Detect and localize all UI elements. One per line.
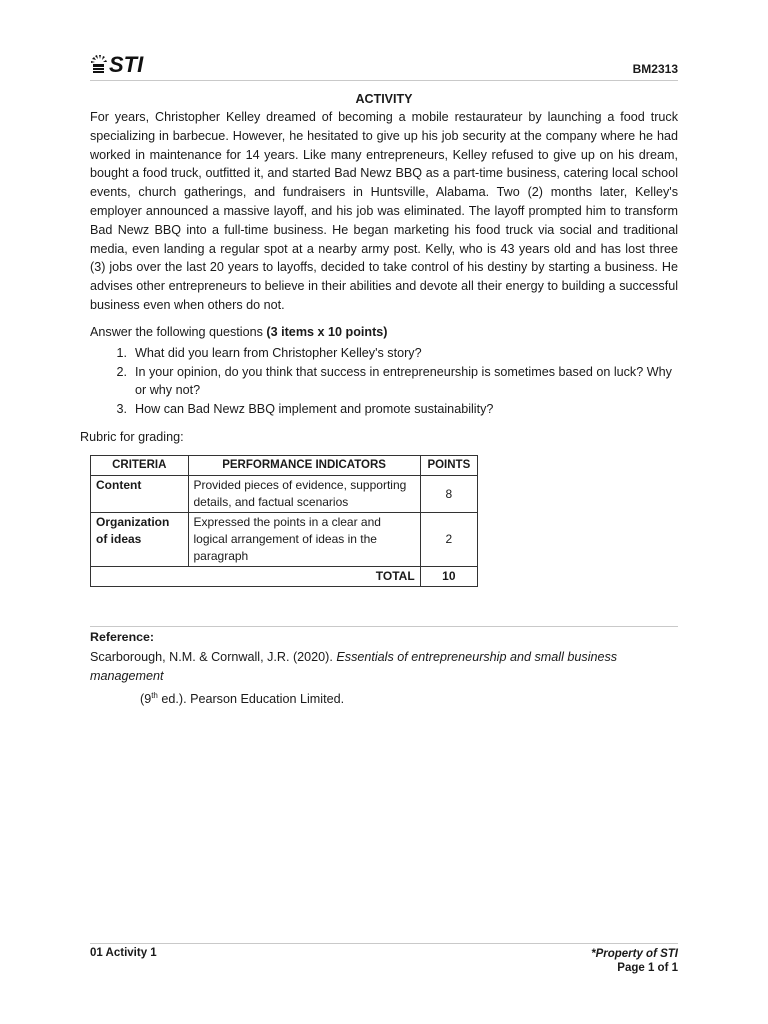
reference-title: Reference: [90, 630, 155, 644]
question-text: How can Bad Newz BBQ implement and promote sustainability? [135, 401, 494, 416]
sti-logo [90, 52, 143, 78]
activity-paragraph: For years, Christopher Kelley dreamed of becoming a mobile restaurateur by launching a food truck specializing in barbecue. However, he hesitated to give up his job security at the company where he had worked in maintenance for 14 years. Like many entrepreneurs, Kelley refused to give up on his dream, bought a food truck, outfitted it, and started Bad Newz BBQ as a part-time business, catering local school events, church gatherings, and fundraisers in Huntsville, Alabama. Two (2) months later, Kelley's employer announced a massive layoff, and his job was eliminated. The layoff prompted him to transform Bad Newz BBQ into a full-time business. He began marketing his food truck via social and traditional media, even landing a regular spot at a nearby army post. Kelly, who is 43 years old and has lost three (3) jobs over the last 20 years to layoffs, decided to take control of his destiny by starting a business. He advises other entrepreneurs to believe in their abilities and devote all their energy to building a successful business even when others do not. [90, 110, 678, 312]
question-item [90, 344, 680, 363]
total-value: 10 [420, 567, 477, 587]
questions-intro [90, 325, 388, 339]
total-label: TOTAL [91, 567, 421, 587]
footer-property: *Property of STI [591, 948, 678, 960]
header-criteria: CRITERIA [91, 456, 189, 476]
rubric-header-row [91, 456, 478, 476]
logo-text: STI [109, 52, 144, 77]
reference-authors: Scarborough, N.M. & Cornwall, J.R. (2020). [90, 650, 337, 664]
rubric-row [91, 513, 478, 567]
header-points: POINTS [420, 456, 477, 476]
question-number: 3. [116, 401, 127, 416]
question-number: 2. [116, 364, 127, 379]
question-item [90, 400, 680, 419]
rubric-label: Rubric for grading: [80, 430, 184, 444]
rubric-indicator: Provided pieces of evidence, supporting details, and factual scenarios [188, 476, 420, 513]
reference-edition-post: ed.). Pearson Education Limited. [157, 692, 345, 707]
question-list [90, 344, 680, 418]
question-text: In your opinion, do you think that success in entrepreneurship is sometimes based on luck? Why or why not? [135, 364, 672, 397]
question-item [90, 363, 680, 400]
reference-edition-sup: th [151, 691, 158, 700]
activity-title: ACTIVITY [355, 92, 413, 106]
rubric-total-row [91, 567, 478, 587]
rubric-points: 8 [420, 476, 477, 513]
questions-points: (3 items x 10 points) [266, 325, 388, 339]
course-code: BM2313 [632, 62, 678, 76]
header-divider [90, 80, 678, 81]
rubric-row [91, 476, 478, 513]
reference-book-title: Essentials of entrepreneurship and small business management [90, 650, 618, 683]
rubric-points: 2 [420, 513, 477, 567]
rubric-criteria: Content [91, 476, 189, 513]
sti-logo-icon [90, 54, 108, 76]
rubric-indicator: Expressed the points in a clear and logical arrangement of ideas in the paragraph [188, 513, 420, 567]
question-number: 1. [116, 346, 127, 360]
question-text: What did you learn from Christopher Kelley's story? [135, 346, 422, 360]
footer-activity-label: 01 Activity 1 [90, 947, 157, 959]
footer-page-number: Page 1 of 1 [617, 962, 678, 974]
footer-divider [90, 943, 678, 944]
reference-edition-pre: (9 [140, 692, 152, 707]
reference-divider [90, 626, 678, 627]
footer-right [591, 947, 678, 975]
reference-citation [90, 648, 680, 709]
header-performance-indicators: PERFORMANCE INDICATORS [188, 456, 420, 476]
rubric-criteria: Organization of ideas [91, 513, 189, 567]
questions-intro-text: Answer the following questions [90, 325, 267, 339]
rubric-table [90, 455, 478, 587]
